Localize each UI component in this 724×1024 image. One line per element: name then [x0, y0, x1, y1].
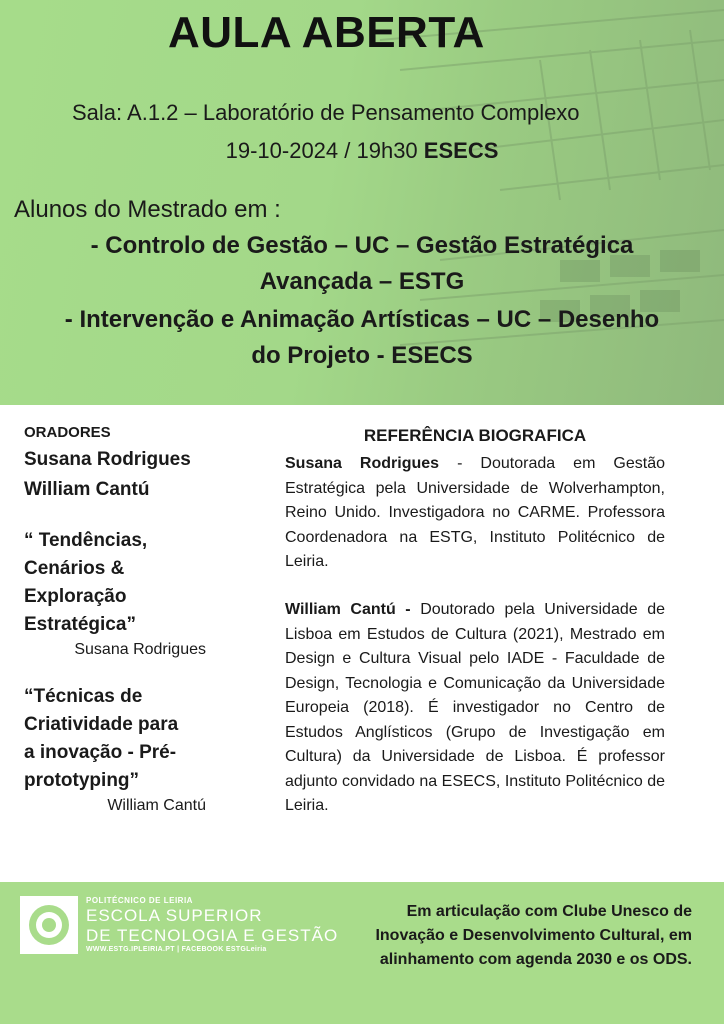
speakers-column — [24, 424, 244, 817]
bio-paragraph — [285, 452, 665, 575]
footer — [0, 882, 724, 1024]
speaker-name: Susana Rodrigues — [24, 449, 191, 470]
header-banner — [0, 0, 724, 405]
room-info: Sala: A.1.2 – Laboratório de Pensamento Complexo — [72, 100, 580, 125]
talk-title-line: Cenários & — [24, 558, 125, 579]
bio-name: William Cantú - — [285, 601, 411, 618]
bio-text: - Doutorada em Gestão Estratégica pela Universidade de Wolverhampton, Reino Unido. Investigadora no CARME. Professora Coordenadora na ESTG, Instituto Politécnico de Leiria. — [285, 455, 666, 570]
talk-title-line: Criatividade para — [24, 714, 179, 735]
course-line-4: do Projeto - ESECS — [251, 342, 473, 369]
course-line-1: - Controlo de Gestão – UC – Gestão Estratégica — [90, 232, 634, 259]
talk-title-line: prototyping” — [24, 770, 140, 791]
footer-note: Em articulação com Clube Unesco de Inovação e Desenvolvimento Cultural, em alinhamento com agenda 2030 e os ODS. — [375, 903, 692, 968]
talk-title-line: Estratégica” — [24, 614, 136, 635]
talk-author: Susana Rodrigues — [74, 641, 206, 658]
talk-title-line: “ Tendências, — [24, 530, 148, 551]
logo-url: WWW.ESTG.IPLEIRIA.PT | FACEBOOK ESTGLeiria — [86, 946, 267, 953]
course-line-2: Avançada – ESTG — [259, 268, 465, 295]
date-time — [0, 138, 724, 164]
logo-school-line2: DE TECNOLOGIA E GESTÃO — [86, 926, 339, 945]
logo-institution: POLITÉCNICO DE LEIRIA — [86, 896, 193, 905]
bio-name: Susana Rodrigues — [285, 455, 440, 472]
audience-label: Alunos do Mestrado em : — [14, 196, 281, 223]
date-text: 19-10-2024 / 19h30 — [225, 138, 418, 163]
bio-section-title: REFERÊNCIA BIOGRAFICA — [363, 426, 587, 445]
event-title: AULA ABERTA — [168, 8, 485, 57]
speakers-label: ORADORES — [24, 424, 111, 441]
talk-title-line: Exploração — [24, 586, 127, 607]
talk-2 — [24, 683, 244, 817]
talk-1 — [24, 527, 244, 661]
talk-author: William Cantú — [107, 797, 206, 814]
school-logo — [20, 896, 339, 954]
speaker-name: William Cantú — [24, 479, 150, 500]
bio-text: Doutorado pela Universidade de Lisboa em Estudos de Cultura (2021), Mestrado em Design e Cultura Visual pelo IADE - Faculdade de Design, Tecnologia e Comunicação da Universidade Europeia (2018). É investigador no Centro de Estudos Anglísticos (Grupo de Investigação em Cultura) da Universidade de Lisboa. É professor adjunto convidado na ESECS, Instituto Politécnico de Leiria. — [285, 601, 665, 814]
logo-school-line1: ESCOLA SUPERIOR — [86, 906, 263, 925]
logo-mark-icon — [20, 896, 78, 954]
bio-paragraph — [285, 598, 665, 819]
talk-title-line: “Técnicas de — [24, 686, 143, 707]
talk-title-line: a inovação - Pré- — [24, 742, 177, 763]
date-school: ESECS — [423, 138, 499, 163]
course-line-3: - Intervenção e Animação Artísticas – UC – Desenho — [64, 306, 660, 333]
